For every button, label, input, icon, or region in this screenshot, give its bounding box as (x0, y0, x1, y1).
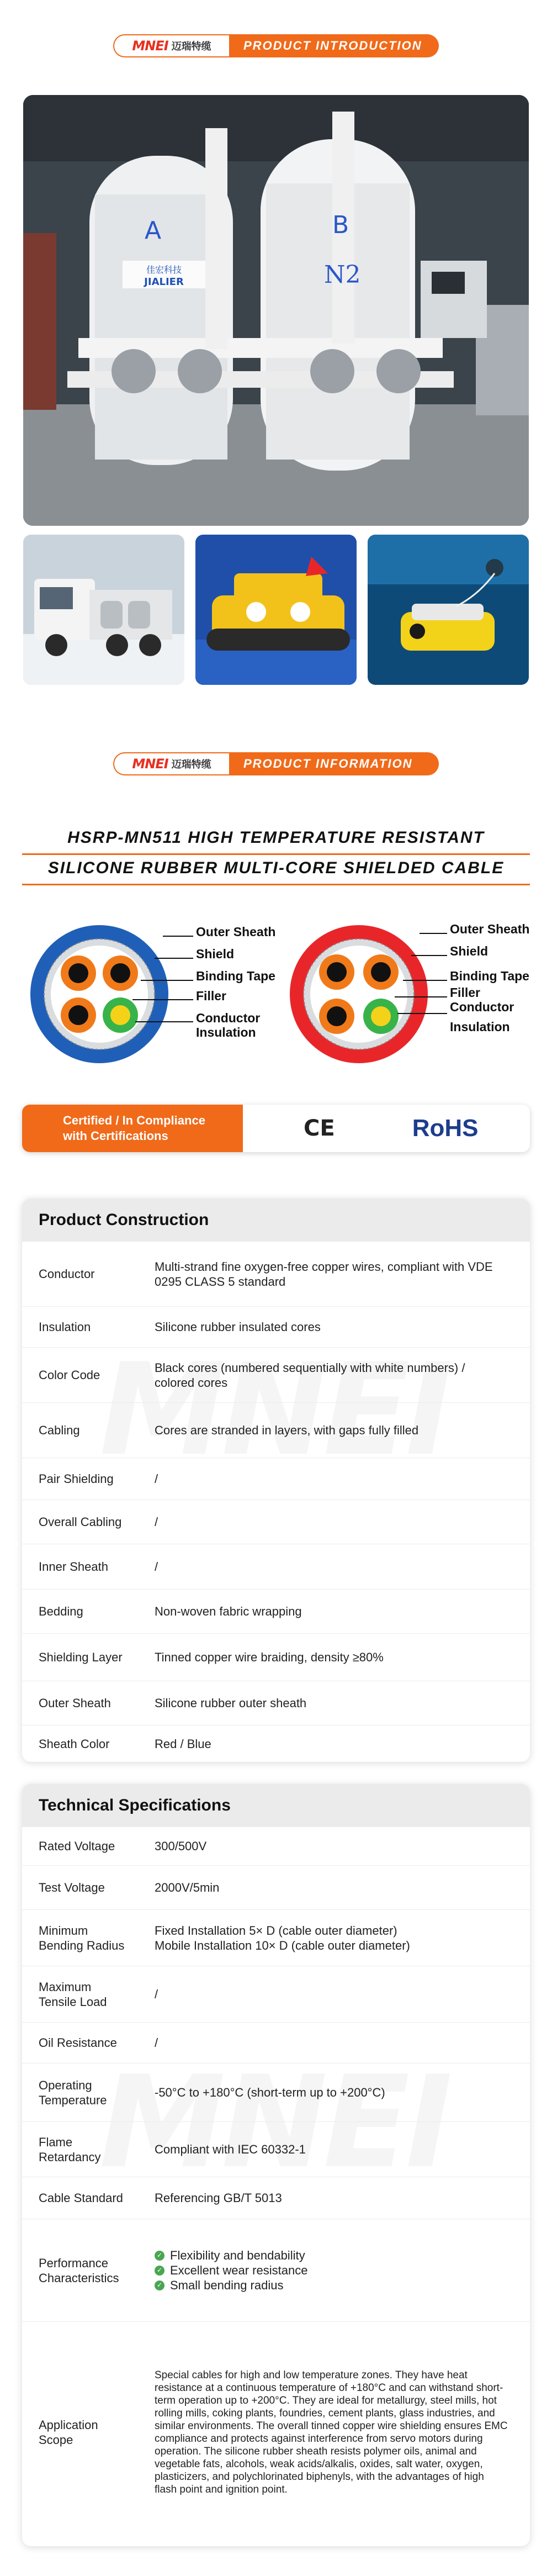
table-row (22, 1348, 530, 1403)
row-key: Operating Temperature (39, 2078, 107, 2107)
row-key: Cable Standard (39, 2191, 123, 2205)
n2-label: N2 (324, 261, 361, 289)
table-row (22, 1242, 530, 1307)
photo-robot-crawler (195, 535, 357, 685)
feature-item: ✓ Flexibility and bendability (155, 2248, 508, 2263)
product-title-line-1: HSRP-MN511 HIGH TEMPERATURE RESISTANT (67, 828, 485, 847)
table-row (22, 2177, 530, 2219)
row-value: Compliant with IEC 60332-1 (155, 2142, 306, 2156)
feature-item: ✓ Small bending radius (155, 2278, 508, 2293)
label-outer-sheath: Outer Sheath (196, 925, 276, 939)
label-conductor: Conductor (196, 1011, 261, 1025)
row-value: Cores are stranded in layers, with gaps fully filled (155, 1423, 419, 1437)
photo-truck-snow (23, 535, 184, 685)
row-key: Shielding Layer (39, 1650, 123, 1664)
row-value: Non-woven fabric wrapping (155, 1604, 302, 1618)
tank-b-letter: B (332, 211, 349, 239)
table-row (22, 1966, 530, 2023)
table-row (22, 1403, 530, 1458)
hero-illustration (23, 95, 529, 526)
photo-underwater-drone (368, 535, 529, 685)
construction-title: Product Construction (22, 1199, 530, 1242)
row-key: Flame Retardancy (39, 2135, 101, 2164)
certification-line-2: with Certifications (63, 1129, 168, 1143)
table-row (22, 2023, 530, 2063)
row-key: Oil Resistance (39, 2036, 117, 2050)
section-label: PRODUCT INTRODUCTION (229, 34, 439, 57)
certification-line-1: Certified / In Compliance (63, 1113, 205, 1127)
tank-a-letter: A (145, 217, 162, 245)
brand-logo-mark: MNEI (132, 38, 168, 54)
brand-logo-mark-2: MNEI (132, 756, 168, 772)
label-binding-tape-2: Binding Tape (450, 969, 529, 983)
truck-illustration (23, 535, 184, 685)
label-shield: Shield (196, 947, 235, 961)
check-icon: ✓ (155, 2281, 164, 2290)
row-key: Bedding (39, 1604, 83, 1618)
row-value: 300/500V (155, 1839, 207, 1853)
brand-logo (113, 34, 229, 57)
label-insulation-2: Insulation (450, 1020, 510, 1034)
section-header-information (113, 752, 439, 775)
row-key: Rated Voltage (39, 1839, 115, 1853)
row-value: Tinned copper wire braiding, density ≥80% (155, 1650, 384, 1664)
row-value: Fixed Installation 5× D (cable outer diameter) Mobile Installation 10× D (cable outer diameter) (155, 1923, 410, 1952)
certification-label (22, 1105, 243, 1152)
construction-table (22, 1199, 530, 1762)
table-row (22, 1500, 530, 1544)
row-value: Silicone rubber insulated cores (155, 1320, 321, 1334)
certification-bar (22, 1105, 530, 1152)
row-value: 2000V/5min (155, 1881, 220, 1894)
row-key: Maximum Tensile Load (39, 1979, 107, 2009)
title-rule-1 (22, 853, 530, 855)
cable-red (290, 925, 428, 1063)
row-key: Overall Cabling (39, 1515, 122, 1529)
row-value: Referencing GB/T 5013 (155, 2191, 282, 2205)
robot-illustration (195, 535, 357, 685)
row-value: / (155, 2036, 158, 2050)
row-value: Multi-strand fine oxygen-free copper wires, compliant with VDE 0295 CLASS 5 standard (155, 1259, 493, 1289)
specifications-title: Technical Specifications (22, 1784, 530, 1827)
row-value: Silicone rubber outer sheath (155, 1696, 307, 1710)
cable-blue (30, 925, 168, 1063)
label-filler-2: Filler (450, 985, 480, 1000)
row-value: Special cables for high and low temperature zones. They have heat resistance at a continuous temperature of +180°C and can withstand short-term operation up to +200°C. They are ideal for metallurgy, steel mills, hot rolling mills, coking plants, foundries, cement plants, glass industries, and similar environments. The overall tinned copper wire shielding ensures EMC compliance and protects against interference from servo motors during operation. The silicone rubber sheath resists polymer oils, animal and vegetable fats, alcohols, weak acids/alkalis, oxides, salt water, oxygen, plasticizers, and polychlorinated biphenyls, with the advantages of high flash point and ignition point. (155, 2369, 508, 2495)
table-row (22, 2219, 530, 2322)
tank-plate-en: JIALIER (144, 276, 184, 288)
table-row (22, 1910, 530, 1966)
row-key: Test Voltage (39, 1881, 105, 1894)
label-insulation: Insulation (196, 1025, 256, 1039)
table-row (22, 1827, 530, 1866)
label-filler: Filler (196, 989, 226, 1003)
label-outer-sheath-2: Outer Sheath (450, 922, 530, 936)
table-row (22, 1634, 530, 1681)
check-icon: ✓ (155, 2251, 164, 2261)
brand-logo-cn: 迈瑞特缆 (171, 41, 211, 52)
row-value: / (155, 1472, 158, 1486)
row-value (155, 2248, 530, 2293)
product-title-line-2: SILICONE RUBBER MULTI-CORE SHIELDED CABLE (47, 859, 505, 877)
row-key: Pair Shielding (39, 1472, 114, 1486)
title-rule-2 (22, 884, 530, 885)
table-row (22, 1866, 530, 1910)
table-row (22, 1590, 530, 1634)
table-row (22, 2063, 530, 2122)
row-value: Black cores (numbered sequentially with white numbers) / colored cores (155, 1360, 465, 1390)
section-label-2: PRODUCT INFORMATION (229, 752, 439, 775)
row-key: Inner Sheath (39, 1560, 108, 1574)
row-value: -50°C to +180°C (short-term up to +200°C) (155, 2086, 385, 2099)
table-row (22, 1544, 530, 1590)
row-value: / (155, 1560, 158, 1574)
table-row (22, 1458, 530, 1500)
section-header-introduction (113, 34, 439, 57)
row-key: Application Scope (39, 2418, 98, 2447)
row-key: Sheath Color (39, 1736, 110, 1751)
table-row (22, 1307, 530, 1348)
row-value: / (155, 1987, 158, 2001)
table-row (22, 2322, 530, 2543)
row-key: Outer Sheath (39, 1696, 111, 1710)
ce-mark: CE (304, 1116, 335, 1141)
hero-photo-nitrogen-generator (23, 95, 529, 526)
row-key: Conductor (39, 1267, 95, 1281)
row-key: Insulation (39, 1320, 91, 1334)
tank-plate-cn: 佳宏科技 (146, 265, 182, 275)
check-icon: ✓ (155, 2266, 164, 2276)
table-row (22, 1681, 530, 1725)
row-key: Color Code (39, 1368, 100, 1382)
row-value: Red / Blue (155, 1736, 211, 1751)
feature-item: ✓ Excellent wear resistance (155, 2263, 508, 2278)
row-key: Cabling (39, 1423, 80, 1437)
specifications-table (22, 1784, 530, 2546)
rohs-mark: RoHS (412, 1115, 479, 1142)
brand-logo-cn-2: 迈瑞特缆 (171, 759, 211, 770)
row-value: / (155, 1515, 158, 1529)
label-binding-tape: Binding Tape (196, 969, 275, 983)
row-key: Performance Characteristics (39, 2256, 119, 2285)
table-row (22, 2122, 530, 2177)
brand-logo-2 (113, 752, 229, 775)
label-shield-2: Shield (450, 944, 489, 958)
label-conductor-2: Conductor (450, 1000, 514, 1014)
row-key: Minimum Bending Radius (39, 1923, 125, 1952)
table-row (22, 1725, 530, 1762)
drone-illustration (368, 535, 529, 685)
